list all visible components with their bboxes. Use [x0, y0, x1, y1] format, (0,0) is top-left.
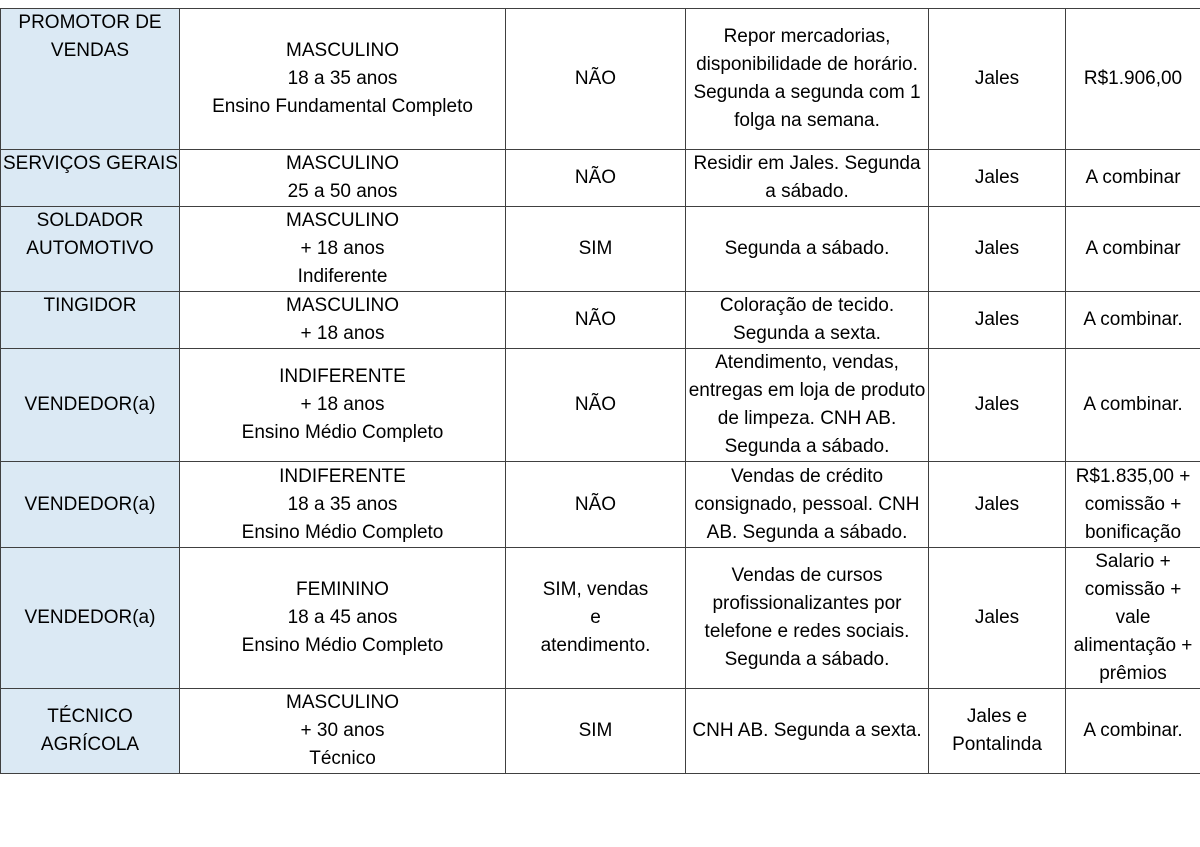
- profile-education: Ensino Médio Completo: [241, 521, 444, 543]
- city-cell: Jales: [929, 150, 1066, 207]
- profile-cell: [180, 689, 506, 774]
- profile-gender: MASCULINO: [286, 295, 399, 316]
- profile-gender: MASCULINO: [286, 210, 399, 231]
- description-cell: CNH AB. Segunda a sexta.: [686, 689, 929, 774]
- profile-education: Ensino Médio Completo: [241, 635, 444, 656]
- profile-age: 25 a 50 anos: [287, 181, 398, 202]
- profile-age: 18 a 35 anos: [287, 68, 398, 89]
- profile-cell: [180, 292, 506, 349]
- job-title-cell: SOLDADOR AUTOMOTIVO: [1, 207, 180, 292]
- table-row: [1, 292, 1200, 349]
- experience-cell: NÃO: [506, 349, 686, 462]
- job-title-cell: VENDEDOR(a): [1, 349, 180, 462]
- job-listings-body: [1, 9, 1200, 774]
- table-row: [1, 349, 1200, 462]
- experience-cell: NÃO: [506, 9, 686, 150]
- description-cell: Vendas de crédito consignado, pessoal. CNH AB. Segunda a sábado.: [686, 462, 929, 548]
- profile-age: + 18 anos: [300, 323, 385, 344]
- description-cell: Repor mercadorias, disponibilidade de horário. Segunda a segunda com 1 folga na semana.: [686, 9, 929, 150]
- salary-cell: A combinar: [1066, 150, 1200, 207]
- salary-cell: A combinar.: [1066, 689, 1200, 774]
- job-title-cell: TINGIDOR: [1, 292, 180, 349]
- description-cell: Vendas de cursos profissionalizantes por telefone e redes sociais. Segunda a sábado.: [686, 548, 929, 689]
- profile-age: + 30 anos: [300, 720, 385, 741]
- profile-cell: [180, 150, 506, 207]
- city-cell: Jales: [929, 349, 1066, 462]
- experience-cell: SIM: [506, 689, 686, 774]
- description-cell: Segunda a sábado.: [686, 207, 929, 292]
- salary-cell: R$1.835,00 + comissão + bonificação: [1066, 462, 1200, 548]
- experience-cell: NÃO: [506, 150, 686, 207]
- description-cell: Atendimento, vendas, entregas em loja de produto de limpeza. CNH AB. Segunda a sábado.: [686, 349, 929, 462]
- job-title-cell: VENDEDOR(a): [1, 462, 180, 548]
- table-row: [1, 9, 1200, 150]
- experience-cell: NÃO: [506, 462, 686, 548]
- experience-cell: NÃO: [506, 292, 686, 349]
- city-cell: Jales: [929, 548, 1066, 689]
- city-cell: Jales e Pontalinda: [929, 689, 1066, 774]
- job-listings-table: [0, 8, 1200, 774]
- profile-education: Técnico: [309, 748, 376, 769]
- profile-cell: [180, 548, 506, 689]
- table-row: [1, 548, 1200, 689]
- profile-education: Ensino Médio Completo: [241, 422, 444, 443]
- profile-gender: MASCULINO: [286, 692, 399, 713]
- job-title-cell: TÉCNICO AGRÍCOLA: [1, 689, 180, 774]
- table-row: [1, 207, 1200, 292]
- salary-cell: A combinar.: [1066, 349, 1200, 462]
- profile-cell: [180, 9, 506, 150]
- city-cell: Jales: [929, 292, 1066, 349]
- profile-cell: [180, 462, 506, 548]
- experience-cell: SIM: [506, 207, 686, 292]
- job-title-cell: VENDEDOR(a): [1, 548, 180, 689]
- profile-education: Ensino Fundamental Completo: [212, 96, 473, 117]
- profile-cell: [180, 349, 506, 462]
- table-row: [1, 689, 1200, 774]
- experience-cell: SIM, vendas e atendimento.: [506, 548, 686, 689]
- profile-gender: FEMININO: [296, 579, 389, 600]
- profile-gender: INDIFERENTE: [279, 465, 406, 487]
- job-title-cell: PROMOTOR DE VENDAS: [1, 9, 180, 150]
- city-cell: Jales: [929, 9, 1066, 150]
- salary-cell: R$1.906,00: [1066, 9, 1200, 150]
- profile-gender: MASCULINO: [286, 40, 399, 61]
- profile-gender: MASCULINO: [286, 153, 399, 174]
- profile-age: + 18 anos: [300, 238, 385, 259]
- job-title-cell: SERVIÇOS GERAIS: [1, 150, 180, 207]
- table-row: [1, 150, 1200, 207]
- profile-age: 18 a 35 anos: [287, 493, 398, 515]
- profile-education: Indiferente: [297, 266, 388, 287]
- profile-gender: INDIFERENTE: [279, 366, 406, 387]
- salary-cell: A combinar: [1066, 207, 1200, 292]
- profile-age: + 18 anos: [300, 394, 385, 415]
- profile-cell: [180, 207, 506, 292]
- table-row: [1, 462, 1200, 548]
- city-cell: Jales: [929, 207, 1066, 292]
- salary-cell: A combinar.: [1066, 292, 1200, 349]
- description-cell: Residir em Jales. Segunda a sábado.: [686, 150, 929, 207]
- description-cell: Coloração de tecido. Segunda a sexta.: [686, 292, 929, 349]
- profile-age: 18 a 45 anos: [287, 607, 398, 628]
- salary-cell: Salario + comissão + vale alimentação + prêmios: [1066, 548, 1200, 689]
- city-cell: Jales: [929, 462, 1066, 548]
